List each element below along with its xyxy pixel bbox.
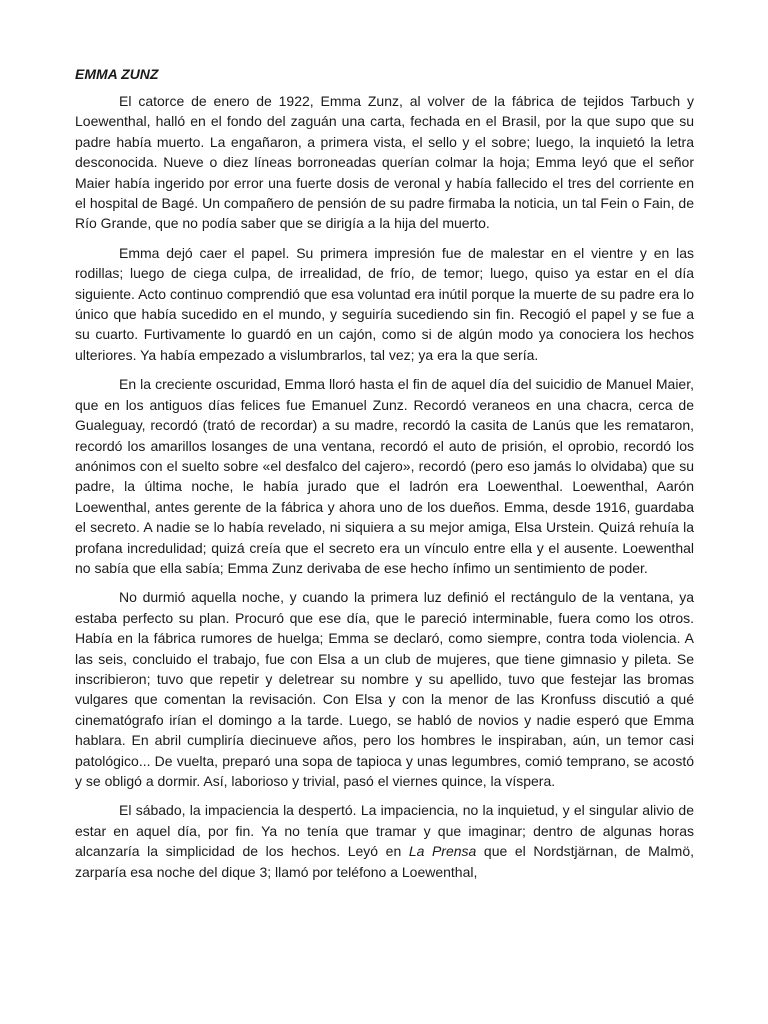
paragraph-4: No durmió aquella noche, y cuando la primera luz definió el rectángulo de la ventana, ya estaba perfecto su plan. Procuró que ese día, que le pareció interminable, fuera como los otros. Había en la fábrica rumores de huelga; Emma se declaró, como siempre, contra toda violencia. A las seis, concluido el trabajo, fue con Elsa a un club de mujeres, que tiene gimnasio y pileta. Se inscribieron; tuvo que repetir y deletrear su nombre y su apellido, tuvo que festejar las bromas vulgares que comentan la revisación. Con Elsa y con la menor de las Kronfuss discutió a qué cinematógrafo irían el domingo a la tarde. Luego, se habló de novios y nadie esperó que Emma hablara. En abril cumpliría diecinueve años, pero los hombres le inspiraban, aún, un temor casi patológico... De vuelta, preparó una sopa de tapioca y unas legumbres, comió temprano, se acostó y se obligó a dormir. Así, laborioso y trivial, pasó el viernes quince, la víspera. [75,589,694,789]
paragraph-2: Emma dejó caer el papel. Su primera impresión fue de malestar en el vientre y en las rodillas; luego de ciega culpa, de irrealidad, de frío, de temor; luego, quiso ya estar en el día siguiente. Acto continuo comprendió que esa voluntad era inútil porque la muerte de su padre era lo único que había sucedido en el mundo, y seguiría sucediendo sin fin. Recogió el papel y se fue a su cuarto. Furtivamente lo guardó en un cajón, como si de algún modo ya conociera los hechos ulteriores. Ya había empezado a vislumbrarlos, tal vez; ya era la que sería. [75,244,694,363]
paragraph-1: El catorce de enero de 1922, Emma Zunz, al volver de la fábrica de tejidos Tarbuch y Loewenthal, halló en el fondo del zaguán una carta, fechada en el Brasil, por la que supo que su padre había muerto. La engañaron, a primera vista, el sello y el sobre; luego, la inquietó la letra desconocida. Nueve o diez líneas borroneadas querían colmar la hoja; Emma leyó que el señor Maier había ingerido por error una fuerte dosis de veronal y había fallecido el tres del corriente en el hospital de Bagé. Un compañero de pensión de su padre firmaba la noticia, un tal Fein o Fain, de Río Grande, que no podía saber que se dirigía a la hija del muerto. [75,93,694,232]
newspaper-name: La Prensa [408,843,477,860]
paragraph-3: En la creciente oscuridad, Emma lloró hasta el fin de aquel día del suicidio de Manuel Maier, que en los antiguos días felices fue Emanuel Zunz. Recordó veraneos en una chacra, cerca de Gualeguay, recordó (trató de recordar) a su madre, recordó la casita de Lanús que les remataron, recordó los amarillos losanges de una ventana, recordó el auto de prisión, el oprobio, recordó los anónimos con el suelto sobre «el desfalco del cajero», recordó (pero eso jamás lo olvidaba) que su padre, la última noche, le había jurado que el ladrón era Loewenthal. Loewenthal, Aarón Loewenthal, antes gerente de la fábrica y ahora uno de los dueños. Emma, desde 1916, guardaba el secreto. A nadie se lo había revelado, ni siquiera a su mejor amiga, Elsa Urstein. Quizá rehuía la profana incredulidad; quizá creía que el secreto era un vínculo entre ella y el ausente. Loewenthal no sabía que ella sabía; Emma Zunz derivaba de ese hecho ínfimo un sentimiento de poder. [75,376,694,576]
document-page [75,64,694,891]
paragraph-5-text-before: El sábado, la impaciencia la despertó. La impaciencia, no la inquietud, y el singular alivio de estar en aquel día, por fin. Ya no tenía que tramar y que imaginar; dentro de algunas horas alcanzaría la simplicidad de los hechos. Leyó en [75,802,694,860]
document-title: EMMA ZUNZ [75,66,159,82]
paragraph-5-text-after: que el Nordstjärnan, de Malmö, zarparía esa noche del dique 3; llamó por teléfono a Loewenthal, [75,843,694,880]
paragraph-5 [75,800,694,882]
